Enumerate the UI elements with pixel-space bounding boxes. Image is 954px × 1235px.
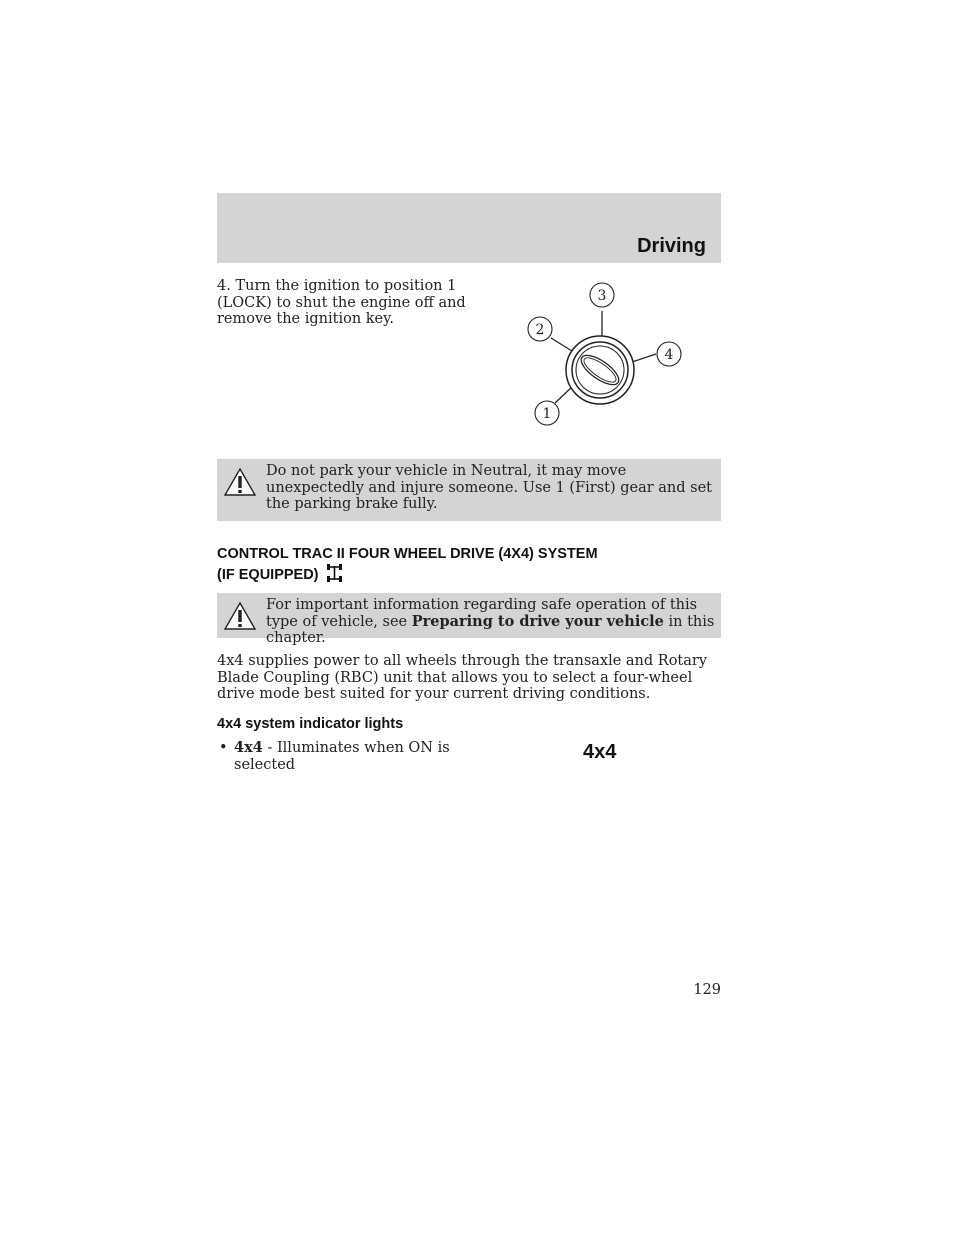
position-2-label: 2 [535,322,545,338]
section-title-line1: CONTROL TRAC II FOUR WHEEL DRIVE (4X4) SYSTEM [217,546,598,562]
intro-paragraph: 4x4 supplies power to all wheels through the transaxle and Rotary Blade Coupling (RBC) unit that allows you to select a four-wheel drive mode best suited for your current driving conditions. [217,653,708,702]
warning-text-after: in this chapter. [266,613,715,646]
list-item [217,740,457,773]
warning-text: Do not park your vehicle in Neutral, it may move unexpectedly and injure someone. Use 1 (First) gear and set the parking brake fully. [266,463,713,512]
four-wheel-drive-icon [326,563,343,583]
ignition-positions-diagram [520,278,690,428]
bullet-term: 4x4 [234,739,263,756]
warning-cross-reference: Preparing to drive your vehicle [411,612,664,630]
section-title [217,545,721,584]
indicator-lights-heading: 4x4 system indicator lights [217,716,404,732]
position-2-marker [528,317,552,341]
page-number: 129 [693,982,721,998]
safe-operation-warning [217,593,721,646]
bullet-mark: • [219,740,228,756]
chapter-title: Driving [637,235,706,257]
step-4-text: 4. Turn the ignition to position 1 (LOCK) to shut the engine off and remove the ignition key. [217,278,466,327]
section-title-line2: (IF EQUIPPED) [217,567,319,583]
warning-triangle-icon [223,601,257,631]
warning-text-before: For important information regarding safe operation of this type of vehicle, see [266,597,698,630]
position-1-marker [535,401,559,425]
chapter-header [217,193,721,263]
bullet-description: - Illuminates when ON is selected [234,740,450,773]
4x4-indicator-symbol: 4x4 [583,741,617,763]
position-3-marker [590,283,614,307]
position-1-label: 1 [542,406,552,422]
warning-triangle-icon [223,467,257,497]
position-3-label: 3 [597,288,607,304]
ignition-lock-cylinder-icon [551,311,656,404]
neutral-park-warning [217,459,721,521]
position-4-label: 4 [664,347,674,363]
position-4-marker [657,342,681,366]
